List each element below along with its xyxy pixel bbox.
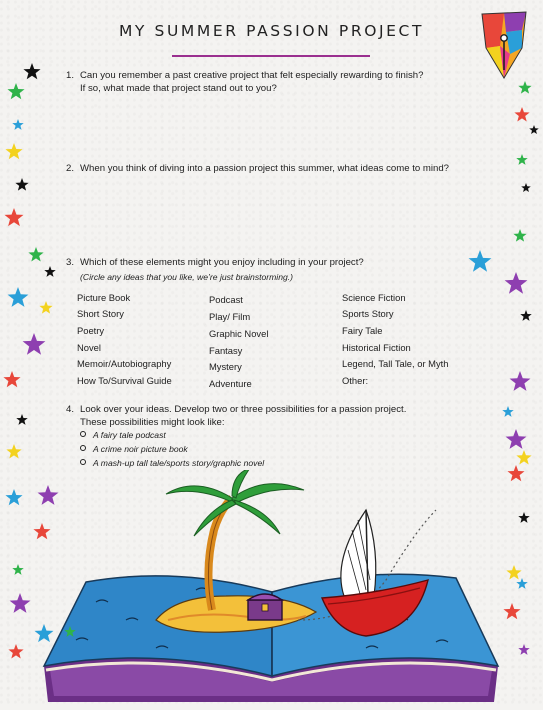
option-graphic-novel[interactable]: Graphic Novel [209, 328, 269, 339]
example-text: A crime noir picture book [93, 444, 188, 454]
question-4-text: Look over your ideas. Develop two or three possibilities for a passion project. [80, 404, 407, 415]
question-1 [66, 69, 476, 95]
option-play-film[interactable]: Play/ Film [209, 311, 251, 322]
page-title: MY SUMMER PASSION PROJECT [118, 22, 425, 40]
example-text: A mash-up tall tale/sports story/graphic novel [93, 458, 265, 468]
example-item [80, 444, 188, 454]
question-4-subtext: These possibilities might look like: [80, 417, 225, 428]
option-how-to[interactable]: How To/Survival Guide [77, 375, 172, 386]
option-adventure[interactable]: Adventure [209, 378, 252, 389]
option-memoir[interactable]: Memoir/Autobiography [77, 358, 172, 369]
option-novel[interactable]: Novel [77, 342, 101, 353]
question-3-number: 3. [66, 257, 75, 268]
example-text: A fairy tale podcast [93, 430, 166, 440]
option-picture-book[interactable]: Picture Book [77, 292, 131, 303]
question-3 [66, 256, 466, 284]
title-underline [172, 55, 370, 57]
example-item [80, 430, 166, 440]
question-4 [66, 403, 486, 429]
example-item [80, 458, 264, 468]
bullet-icon [80, 431, 86, 437]
option-fantasy[interactable]: Fantasy [209, 345, 243, 356]
question-2-text: When you think of diving into a passion project this summer, what ideas come to mind? [80, 163, 450, 174]
option-fairy-tale[interactable]: Fairy Tale [342, 325, 383, 336]
option-other[interactable]: Other: [342, 375, 369, 386]
bullet-icon [80, 445, 86, 451]
fountain-pen-nib-icon [476, 8, 532, 80]
question-1-text: Can you remember a past creative project that felt especially rewarding to finish? [80, 70, 424, 81]
option-short-story[interactable]: Short Story [77, 308, 124, 319]
option-mystery[interactable]: Mystery [209, 361, 242, 372]
question-3-note: (Circle any ideas that you like, we’re just brainstorming.) [80, 272, 294, 282]
option-science-fiction[interactable]: Science Fiction [342, 292, 406, 303]
bullet-icon [80, 459, 86, 465]
question-2 [66, 162, 486, 175]
option-historical-fiction[interactable]: Historical Fiction [342, 342, 411, 353]
question-3-text: Which of these elements might you enjoy including in your project? [80, 257, 364, 268]
option-legend[interactable]: Legend, Tall Tale, or Myth [342, 358, 449, 369]
option-poetry[interactable]: Poetry [77, 325, 105, 336]
option-podcast[interactable]: Podcast [209, 294, 243, 305]
question-2-number: 2. [66, 163, 75, 174]
question-1-number: 1. [66, 70, 75, 81]
option-sports-story[interactable]: Sports Story [342, 308, 394, 319]
question-4-number: 4. [66, 404, 75, 415]
open-book-island-illustration [36, 470, 506, 705]
question-1-subtext: If so, what made that project stand out to you? [80, 83, 277, 94]
